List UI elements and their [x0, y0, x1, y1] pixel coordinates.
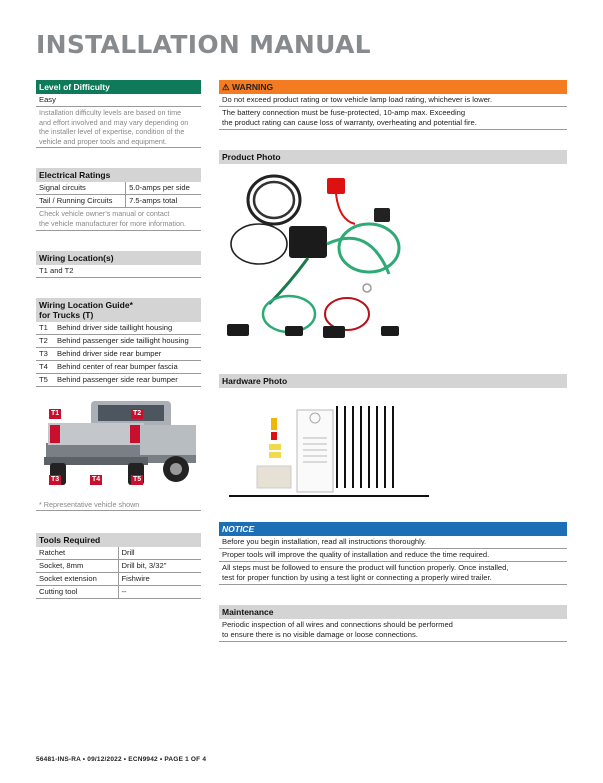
notice-line-1: Before you begin installation, read all instructions thoroughly. — [219, 536, 567, 549]
hardware-photo-header: Hardware Photo — [219, 374, 567, 388]
product-photo-section — [219, 150, 567, 356]
warning-section — [219, 80, 567, 130]
maintenance-header: Maintenance — [219, 605, 567, 619]
notice-line-3: All steps must be followed to ensure the product will function properly. Once installed, test for proper function by using a test light or connecting a properly wired trailer. — [219, 562, 567, 585]
wiring-guide-table — [36, 322, 201, 387]
notice-line-2: Proper tools will improve the quality of installation and reduce the time required. — [219, 549, 567, 562]
electrical-note: Check vehicle owner's manual or contact the vehicle manufacturer for more information. — [36, 208, 201, 230]
tools-section — [36, 533, 201, 599]
table-row: Signal circuits 5.0-amps per side — [36, 182, 201, 195]
wiring-guide-header: Wiring Location Guide* for Trucks (T) — [36, 298, 201, 322]
tag-t4: T4 — [92, 475, 101, 483]
wiring-location-header: Wiring Location(s) — [36, 251, 201, 265]
warning-line-2: The battery connection must be fuse-protected, 10-amp max. Exceeding the product rating can cause loss of warranty, overheating and potential fire. — [219, 107, 567, 130]
difficulty-description: Installation difficulty levels are based on time and effort involved and may vary depending on the installer level of expertise, condition of the vehicle and proper tools and equipment. — [36, 107, 201, 148]
notice-header: NOTICE — [219, 522, 567, 536]
hardware-photo-section — [219, 374, 567, 502]
left-column — [36, 80, 201, 599]
tag-t1: T1 — [51, 409, 60, 417]
wiring-location-section — [36, 251, 201, 278]
warning-triangle-icon: ⚠ — [222, 82, 230, 92]
product-photo-header: Product Photo — [219, 150, 567, 164]
page-title: INSTALLATION MANUAL — [36, 30, 371, 59]
maintenance-text: Periodic inspection of all wires and connections should be performed to ensure there is no visible damage or loose connections. — [219, 619, 567, 642]
tools-header: Tools Required — [36, 533, 201, 547]
table-row: T5 Behind passenger side rear bumper — [36, 373, 201, 386]
difficulty-level: Easy — [36, 94, 201, 107]
electrical-table — [36, 182, 201, 208]
table-row: T4 Behind center of rear bumper fascia — [36, 360, 201, 373]
hardware-photo — [219, 388, 567, 502]
difficulty-section — [36, 80, 201, 148]
table-row: Cutting tool -- — [36, 586, 201, 599]
table-row: Ratchet Drill — [36, 547, 201, 560]
table-row: T2 Behind passenger side taillight housing — [36, 334, 201, 347]
right-column — [219, 80, 567, 642]
warning-line-1: Do not exceed product rating or tow vehicle lamp load rating, whichever is lower. — [219, 94, 567, 107]
maintenance-section — [219, 605, 567, 642]
vehicle-caption: * Representative vehicle shown — [36, 499, 201, 512]
electrical-header: Electrical Ratings — [36, 168, 201, 182]
electrical-section — [36, 168, 201, 230]
page-footer: 56481-INS-RA • 09/12/2022 • ECN9942 • PAGE 1 OF 4 — [36, 756, 207, 763]
table-row: Tail / Running Circuits 7.5-amps total — [36, 195, 201, 208]
truck-illustration — [36, 395, 201, 495]
table-row: Socket extension Fishwire — [36, 573, 201, 586]
tag-t2: T2 — [133, 409, 142, 417]
table-row: T1 Behind driver side taillight housing — [36, 322, 201, 335]
product-photo — [219, 164, 567, 356]
table-row: T3 Behind driver side rear bumper — [36, 347, 201, 360]
wiring-harness-image — [219, 164, 567, 356]
table-row: Socket, 8mm Drill bit, 3/32" — [36, 560, 201, 573]
tools-table — [36, 547, 201, 599]
hardware-kit-image — [219, 388, 567, 502]
wiring-guide-section — [36, 298, 201, 512]
tag-t3: T3 — [51, 475, 60, 483]
notice-section — [219, 522, 567, 585]
warning-header: ⚠ WARNING — [219, 80, 567, 94]
difficulty-header: Level of Difficulty — [36, 80, 201, 94]
tag-t5: T5 — [133, 475, 142, 483]
wiring-location-value: T1 and T2 — [36, 265, 201, 278]
